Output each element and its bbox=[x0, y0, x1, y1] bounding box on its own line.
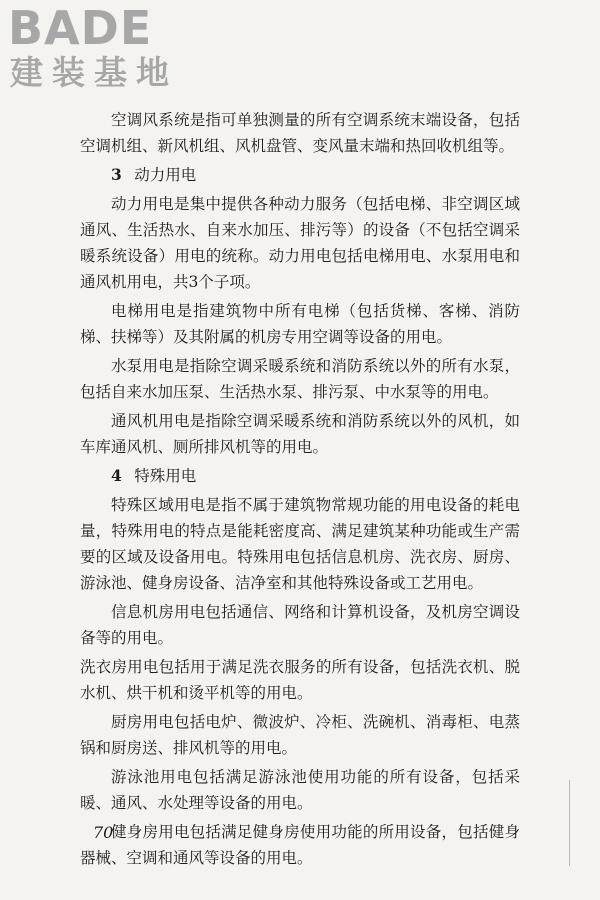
paragraph: 洗衣房用电包括用于满足洗衣服务的所有设备，包括洗衣机、脱水机、烘干机和烫平机等的用电。 bbox=[80, 658, 520, 702]
paragraph: 通风机用电是指除空调采暖系统和消防系统以外的风机，如车库通风机、厕所排风机等的用电。 bbox=[80, 412, 520, 456]
section-number: 4 bbox=[111, 466, 122, 485]
section-title: 特殊用电 bbox=[134, 467, 197, 485]
paragraph: 信息机房用电包括通信、网络和计算机设备，及机房空调设备等的用电。 bbox=[80, 603, 520, 647]
section-heading bbox=[80, 162, 520, 188]
section-heading bbox=[80, 463, 520, 489]
section-title: 动力用电 bbox=[134, 166, 197, 184]
page-body bbox=[80, 107, 520, 871]
paragraph: 特殊区域用电是指不属于建筑物常规功能的用电设备的耗电量，特殊用电的特点是能耗密度高、满足建筑某种功能或生产需要的区域及设备用电。特殊用电包括信息机房、洗衣房、厨房、游泳池、健身房设备、洁净室和其他特殊设备或工艺用电。 bbox=[80, 496, 520, 592]
paragraph: 游泳池用电包括满足游泳池使用功能的所有设备，包括采暖、通风、水处理等设备的用电。 bbox=[80, 768, 520, 812]
logo-subtitle: 建装基地 bbox=[10, 53, 178, 92]
paragraph: 空调风系统是指可单独测量的所有空调系统末端设备，包括空调机组、新风机组、风机盘管、变风量末端和热回收机组等。 bbox=[80, 111, 520, 155]
paragraph: 水泵用电是指除空调采暖系统和消防系统以外的所有水泵，包括自来水加压泵、生活热水泵、排污泵、中水泵等的用电。 bbox=[80, 357, 520, 401]
logo-wordmark: BADE bbox=[8, 1, 153, 55]
site-logo bbox=[8, 2, 178, 94]
margin-rule bbox=[569, 780, 570, 866]
paragraph: 动力用电是集中提供各种动力服务（包括电梯、非空调区域通风、生活热水、自来水加压、排污等）的设备（不包括空调采暖系统设备）用电的统称。动力用电包括电梯用电、水泵用电和通风机用电，共3个子项。 bbox=[80, 195, 520, 291]
paragraph: 健身房用电包括满足健身房使用功能的所用设备，包括健身器械、空调和通风等设备的用电。 bbox=[80, 823, 520, 867]
paragraph: 厨房用电包括电炉、微波炉、冷柜、洗碗机、消毒柜、电蒸锅和厨房送、排风机等的用电。 bbox=[80, 713, 520, 757]
page-number: 70 bbox=[93, 823, 114, 842]
paragraph: 电梯用电是指建筑物中所有电梯（包括货梯、客梯、消防梯、扶梯等）及其附属的机房专用空调等设备的用电。 bbox=[80, 302, 520, 346]
section-number: 3 bbox=[111, 165, 122, 184]
